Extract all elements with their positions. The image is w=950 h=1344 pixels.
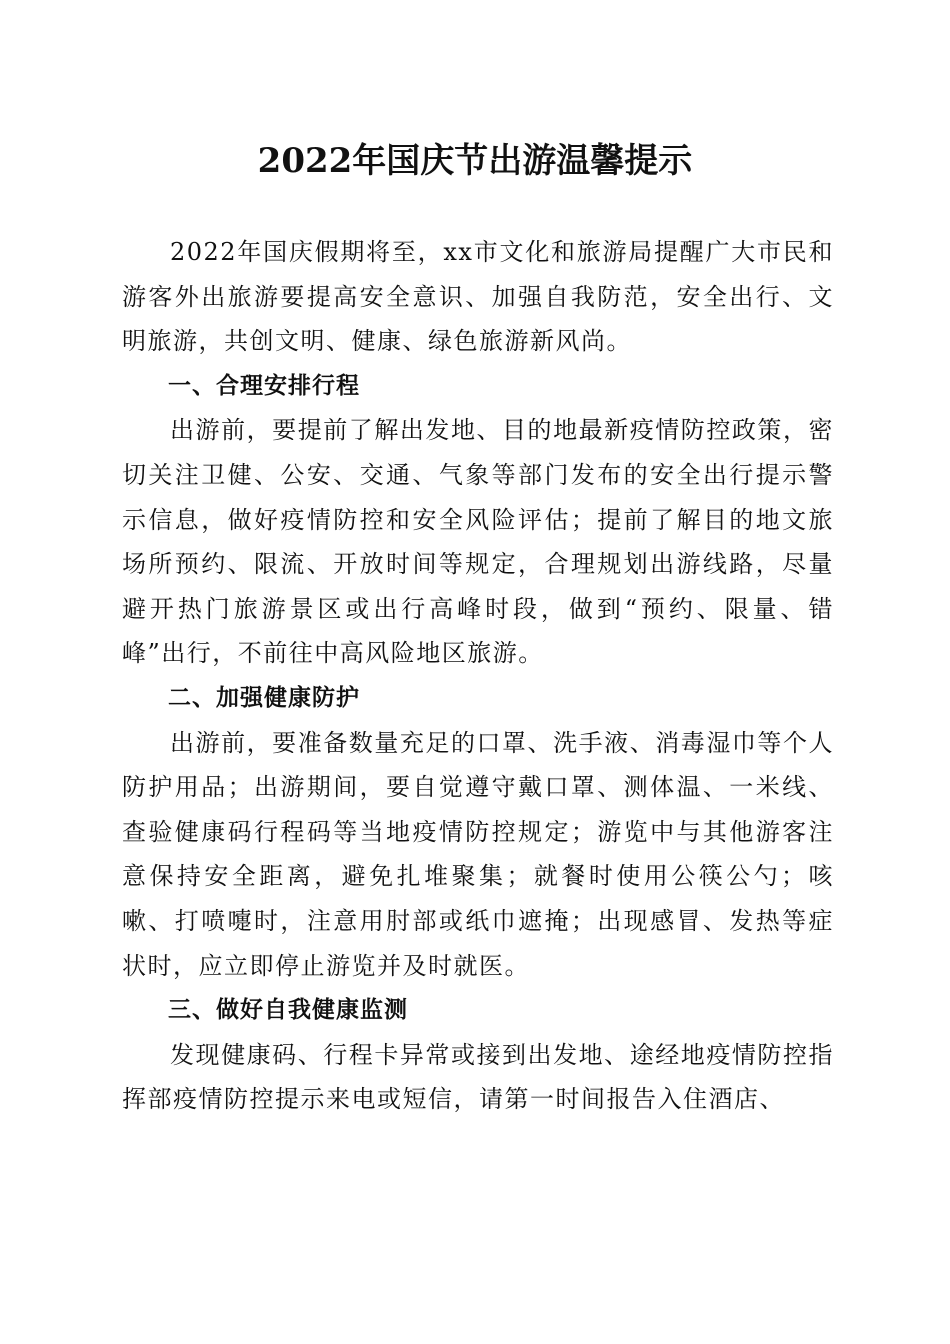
section-body-health-monitoring: 发现健康码、行程卡异常或接到出发地、途经地疫情防控指挥部疫情防控提示来电或短信，请第一时间报告入住酒店、	[122, 1040, 834, 1114]
document-title: 2022年国庆节出游温馨提示	[257, 141, 693, 181]
section-heading-health-monitoring: 三、做好自我健康监测	[168, 997, 408, 1024]
section-heading-health-protection: 二、加强健康防护	[168, 684, 360, 711]
section-heading-itinerary: 一、合理安排行程	[168, 372, 360, 399]
section-body-itinerary: 出游前，要提前了解出发地、目的地最新疫情防控政策，密切关注卫健、公安、交通、气象等部门发布的安全出行提示警示信息，做好疫情防控和安全风险评估；提前了解目的地文旅场所预约、限流、开放时间等规定，合理规划出游线路，尽量避开热门旅游景区或出行高峰时段，做到“预约、限量、错峰”出行，不前往中高风险地区旅游。	[122, 416, 834, 668]
section-body-health-protection: 出游前，要准备数量充足的口罩、洗手液、消毒湿巾等个人防护用品；出游期间，要自觉遵守戴口罩、测体温、一米线、查验健康码行程码等当地疫情防控规定；游览中与其他游客注意保持安全距离，避免扎堆聚集；就餐时使用公筷公勺；咳嗽、打喷嚏时，注意用肘部或纸巾遮掩；出现感冒、发热等症状时，应立即停止游览并及时就医。	[122, 728, 834, 980]
intro-paragraph: 2022年国庆假期将至，xx市文化和旅游局提醒广大市民和游客外出旅游要提高安全意识、加强自我防范，安全出行、文明旅游，共创文明、健康、绿色旅游新风尚。	[122, 238, 834, 356]
document-body	[122, 230, 834, 1122]
